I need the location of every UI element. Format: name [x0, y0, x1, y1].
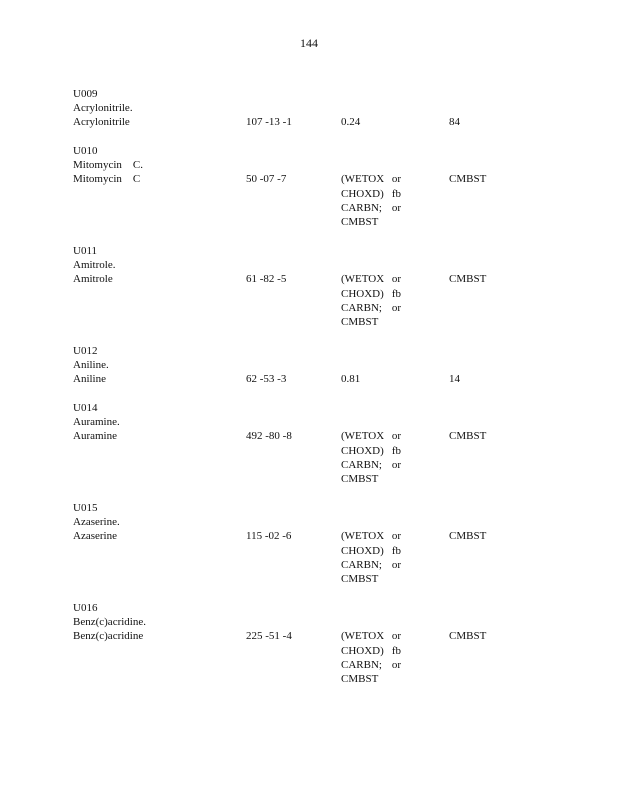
- waste-code: U012: [73, 345, 98, 357]
- cas-number: 61 -82 -5: [246, 273, 287, 286]
- technology-line: CHOXD) fb: [341, 444, 401, 457]
- technology-line: CMBST: [341, 215, 379, 228]
- nonwastewater-standard: CMBST: [449, 530, 487, 543]
- wastewater-technology: [341, 629, 407, 686]
- waste-name: Aniline.: [73, 359, 109, 372]
- waste-code: U015: [73, 502, 98, 514]
- constituent-name: Benz(c)acridine: [73, 630, 144, 643]
- waste-name: Mitomycin C.: [73, 159, 143, 172]
- technology-line: CMBST: [341, 315, 379, 328]
- wastewater-technology: [341, 529, 407, 586]
- waste-name-block: [73, 401, 120, 444]
- technology-line: (WETOX or: [341, 173, 401, 186]
- cas-number: 225 -51 -4: [246, 630, 292, 643]
- nonwastewater-standard: CMBST: [449, 273, 487, 286]
- constituent-name: Acrylonitrile: [73, 116, 130, 129]
- technology-line: CARBN; or: [341, 301, 401, 314]
- nonwastewater-standard: CMBST: [449, 630, 487, 643]
- wastewater-technology: [341, 172, 407, 229]
- wastewater-concentration: 0.81: [341, 373, 361, 386]
- technology-line: CARBN; or: [341, 658, 401, 671]
- waste-name: Auramine.: [73, 416, 120, 429]
- waste-name: Azaserine.: [73, 516, 120, 529]
- waste-name-block: [73, 344, 109, 387]
- constituent-name: Mitomycin C: [73, 173, 141, 186]
- technology-line: (WETOX or: [341, 273, 401, 286]
- waste-code: U011: [73, 245, 98, 257]
- waste-name-block: [73, 244, 115, 287]
- technology-line: CMBST: [341, 572, 379, 585]
- nonwastewater-standard: 84: [449, 116, 460, 129]
- waste-name-block: [73, 144, 143, 187]
- wastewater-technology: [341, 429, 407, 486]
- wastewater-technology: [341, 272, 407, 329]
- waste-name: Benz(c)acridine.: [73, 616, 146, 629]
- technology-line: CMBST: [341, 672, 379, 685]
- cas-number: 50 -07 -7: [246, 173, 287, 186]
- technology-line: CHOXD) fb: [341, 644, 401, 657]
- wastewater-concentration: 0.24: [341, 116, 361, 129]
- cas-number: 62 -53 -3: [246, 373, 287, 386]
- cas-number: 115 -02 -6: [246, 530, 292, 543]
- nonwastewater-standard: CMBST: [449, 430, 487, 443]
- waste-name-block: [73, 601, 146, 644]
- waste-name-block: [73, 501, 120, 544]
- technology-line: (WETOX or: [341, 530, 401, 543]
- technology-line: (WETOX or: [341, 630, 401, 643]
- page-number: 144: [300, 36, 318, 50]
- waste-code: U010: [73, 145, 98, 157]
- technology-line: CHOXD) fb: [341, 187, 401, 200]
- constituent-name: Auramine: [73, 430, 117, 443]
- waste-name: Acrylonitrile.: [73, 102, 133, 115]
- constituent-name: Azaserine: [73, 530, 117, 543]
- technology-line: CHOXD) fb: [341, 287, 401, 300]
- nonwastewater-standard: 14: [449, 373, 460, 386]
- technology-line: CARBN; or: [341, 558, 401, 571]
- waste-code: U016: [73, 602, 98, 614]
- cas-number: 492 -80 -8: [246, 430, 292, 443]
- technology-line: CARBN; or: [341, 201, 401, 214]
- waste-name-block: [73, 87, 133, 130]
- constituent-name: Amitrole: [73, 273, 113, 286]
- cas-number: 107 -13 -1: [246, 116, 292, 129]
- waste-code: U009: [73, 88, 98, 100]
- technology-line: CHOXD) fb: [341, 544, 401, 557]
- waste-name: Amitrole.: [73, 259, 116, 272]
- waste-code: U014: [73, 402, 98, 414]
- technology-line: (WETOX or: [341, 430, 401, 443]
- constituent-name: Aniline: [73, 373, 106, 386]
- technology-line: CMBST: [341, 472, 379, 485]
- nonwastewater-standard: CMBST: [449, 173, 487, 186]
- technology-line: CARBN; or: [341, 458, 401, 471]
